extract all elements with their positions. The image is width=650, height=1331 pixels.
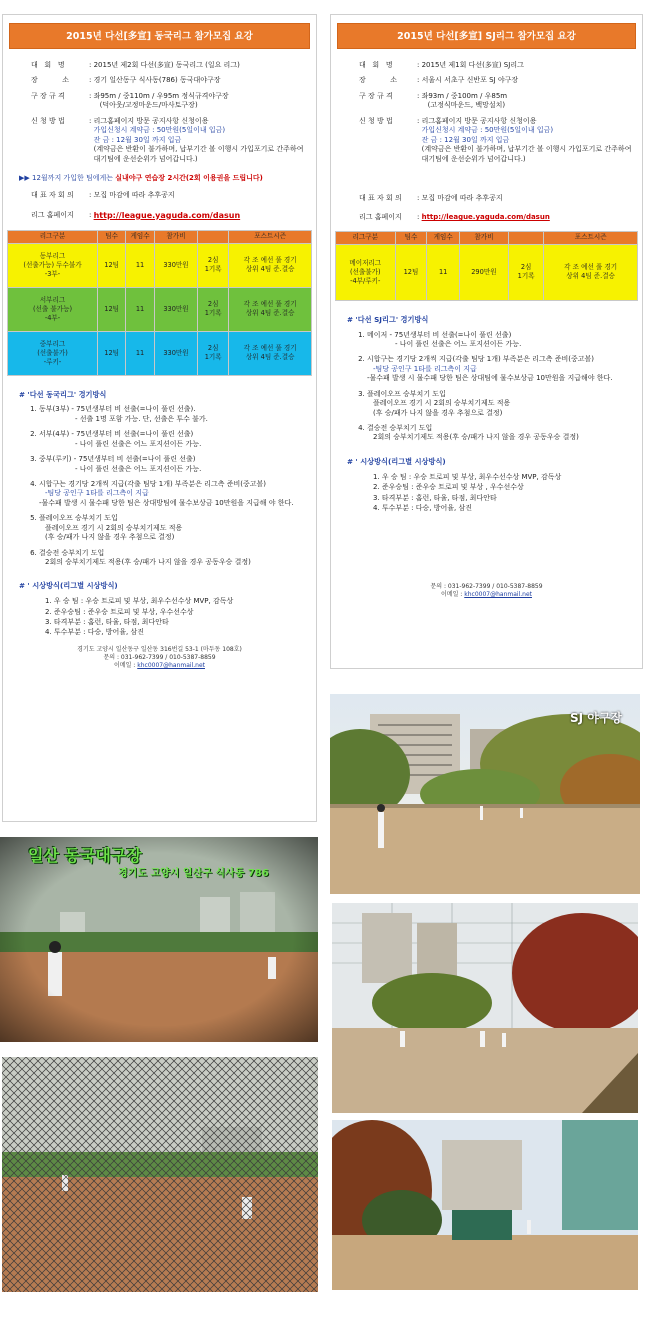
ilsan-field-photo xyxy=(0,837,318,1042)
league-table xyxy=(335,231,638,301)
list-item: 5. 플레이오프 승부치기 도입 플레이오프 경기 시 2회의 승부치기제도 적용 (후 승/패가 나지 않을 경우 추첨으로 결정) xyxy=(39,514,302,542)
list-item: 4. 투수부분 : 다승, 방어율, 삼진 xyxy=(373,503,472,512)
rules-title: # '다선 SJ리그' 경기방식 xyxy=(347,314,429,324)
list-item: 4. 시합구는 경기당 2개씩 지급(각출 팀당 1개) 부족분은 리그측 준비(중고볼) -팀당 공인구 1타를 리그측이 지급 -물수패 발생 시 물수패 당한 팀은 상대방팀에 물수보상금 10만원을 지급해 야 한다. xyxy=(39,480,302,508)
sj-field-photo-2 xyxy=(332,903,638,1113)
right-title: 2015년 다선[多宣] SJ리그 참가모집 요강 xyxy=(337,23,636,49)
awards-list xyxy=(45,597,316,638)
table-row: 중부리그 (선출불가) -루키- 12팀 11 330만원 2심 1기록 각 조 예선 풀 경기 상위 4팀 준.결승 xyxy=(8,331,312,375)
list-item: 1. 우 승 팀 : 우승 트로피 및 부상, 최우수선수상 MVP, 감독상 xyxy=(45,597,234,606)
info-row-name: 대 회 명 : 2015년 제1회 다선(多宣) SJ리그 xyxy=(359,61,524,69)
homepage-row: 리그 홈페이지 : http://league.yaguda.com/dasun xyxy=(31,211,306,222)
sj-field-photo-3 xyxy=(332,1120,638,1290)
table-row: 메이저리그 (선출불가) -4부/루키- 12팀 11 290만원 2심 1기록 각 조 예선 풀 경기 상위 4팀 준.결승 xyxy=(336,244,638,300)
email-link[interactable]: khc0007@hanmail.net xyxy=(137,662,205,670)
left-footer: 경기도 고양시 일산동구 일산동 316번길 53-1 (마두동 108호) 문의 : 031-962-7399 / 010-5387-8859 이메일 : khc0007@hanmail.net xyxy=(77,645,242,670)
ilsan-photo-subtitle: 경기도 고양시 일산구 식사동 786 xyxy=(118,868,269,879)
homepage-link[interactable]: http://league.yaguda.com/dasun xyxy=(421,213,550,222)
info-row-place: 장 소 : 경기 일산동구 식사동(786) 동국대야구장 xyxy=(31,76,221,85)
rules-list xyxy=(39,405,302,567)
list-item: 4. 투수부분 : 다승, 방어율, 삼진 xyxy=(45,628,144,637)
right-footer: 문의 : 031-962-7399 / 010-5387-8859 이메일 : khc0007@hanmail.net xyxy=(430,583,543,599)
double-arrow-icon: ▶▶ xyxy=(19,173,30,182)
sj-league-notice xyxy=(330,14,643,669)
ilsan-photo-title: 일산 동국대구장 xyxy=(28,846,142,865)
dongguk-league-notice xyxy=(2,14,317,822)
ilsan-field-photo-2 xyxy=(2,1057,318,1292)
rules-list xyxy=(367,331,628,443)
homepage-row: 리그 홈페이지 : http://league.yaguda.com/dasun xyxy=(359,213,632,222)
rules-title: # '다선 동국리그' 경기방식 xyxy=(19,389,107,399)
list-item: 1. 동부(3부) - 75년생부터 비 선출(=나이 풀린 선출). - 선출 1명 포함 가능. 단, 선출은 투수 불가. xyxy=(39,405,302,424)
info-row-apply: 신 청 방 법 : 리그홈페이지 방문 공지사항 신청이용 가입신청시 계약금 : 50만원(5일이내 입금) 잔 금 : 12월 30일 까지 입금 (계약금은 반환이 불가하며, 납부기간 볼 이행시 가입포기로 간주하여 대기팀에 운선순위가 넘어갑니다.) xyxy=(31,116,304,163)
list-item: 6. 결승전 승부치기 도입 2회의 승부치기제도 적용(후 승/패가 나지 않을 경우 공동우승 결정) xyxy=(39,549,302,568)
list-item: 3. 타격부분 : 홈런, 타율, 타점, 최다안타 xyxy=(45,618,169,627)
info-row-place: 장 소 : 서울시 서초구 신반포 SJ 야구장 xyxy=(359,76,519,85)
info-row-size: 구 장 규 격 : 좌95m / 중110m / 우95m 정식규격야구장 (덕아웃/고정마운드/마사토구장) xyxy=(31,91,229,110)
list-item: 3. 타격부분 : 홈런, 타율, 타점, 최다안타 xyxy=(373,493,497,502)
meeting-row: 대 표 자 회 의 : 모집 마감에 따라 추후공지 xyxy=(359,193,503,202)
info-row-size: 구 장 규 격 : 좌93m / 중100m / 우85m (고정식마운드, 백망설치) xyxy=(359,91,508,110)
list-item: 2. 시합구는 경기당 2개씩 지급(각출 팀당 1개) 부족분은 리그측 준비(중고볼) -팀당 공인구 1타를 리그측이 지급 -물수패 발생 시 물수패 당한 팀은 상대팀에 물수보상금 10만원을 지급해야 한다. xyxy=(367,355,628,383)
sj-field-label: SJ 야구장 xyxy=(569,711,622,725)
league-table xyxy=(7,230,312,376)
sj-field-photo xyxy=(330,694,640,894)
info-row-apply: 신 청 방 법 : 리그홈페이지 방문 공지사항 신청이용 가입신청시 계약금 : 50만원(5일이내 입금) 잔 금 : 12월 30일 까지 입금 (계약금은 반환이 불가하며, 납부기간 볼 이행시 가입포기로 간주하여 대기팀에 운선순위가 넘어갑니다.) xyxy=(359,116,632,163)
table-row: 서부리그 (선출 불가능) -4부- 12팀 11 330만원 2심 1기록 각 조 예선 풀 경기 상위 4팀 준.결승 xyxy=(8,287,312,331)
info-row-name: 대 회 명 : 2015년 제2회 다선(多宣) 동국리그 (일요 리그) xyxy=(31,61,240,69)
email-link[interactable]: khc0007@hanmail.net xyxy=(464,591,532,599)
list-item: 4. 결승전 승부치기 도입 2회의 승부치기제도 적용(후 승/패가 나지 않을 경우 공동우승 결정) xyxy=(367,424,628,443)
awards-title: # ' 시상방식(리그별 시상방식) xyxy=(347,456,446,466)
left-info xyxy=(3,61,316,164)
list-item: 3. 중부(루키) - 75년생부터 비 선출(=나이 풀린 선출) - 나이 풀린 선출은 어느 포지션이든 가능. xyxy=(39,455,302,474)
homepage-link[interactable]: http://league.yaguda.com/dasun xyxy=(93,210,241,220)
promo-line: ▶▶ 12월까지 가입한 팀에게는 실내야구 연습장 2시간(2회 이용권을 드립니다) xyxy=(19,173,263,182)
meeting-row: 대 표 자 회 의 : 모집 마감에 따라 추후공지 xyxy=(31,191,175,200)
table-header: 리그구분 팀수 게임수 참가비 포스트시즌 xyxy=(8,230,312,243)
list-item: 1. 우 승 팀 : 우승 트로피 및 부상, 최우수선수상 MVP, 감독상 xyxy=(373,472,562,481)
list-item: 2. 준우승팀 : 준우승 트로피 및 부상, 우수선수상 xyxy=(45,607,194,616)
left-title: 2015년 다선[多宣] 동국리그 참가모집 요강 xyxy=(9,23,310,49)
awards-list xyxy=(373,473,642,514)
right-info xyxy=(331,61,642,164)
list-item: 2. 준우승팀 : 준우승 트로피 및 부상 , 우수선수상 xyxy=(373,483,524,492)
table-header: 리그구분 팀수 게임수 참가비 포스트시즌 xyxy=(336,231,638,244)
list-item: 3. 플레이오프 승부치기 도입 플레이오프 경기 시 2회의 승부치기제도 적용 (후 승/패가 나지 않을 경우 추첨으로 결정) xyxy=(367,390,628,418)
list-item: 1. 메이저 - 75년생부터 비 선출(=나이 풀린 선출) - 나이 풀린 선출은 어느 포지션이든 가능. xyxy=(367,331,628,350)
awards-title: # ' 시상방식(리그별 시상방식) xyxy=(19,581,118,591)
table-row: 동부리그 (선출가능) 두수불가 -3부- 12팀 11 330만원 2심 1기록 각 조 예선 풀 경기 상위 4팀 준.결승 xyxy=(8,243,312,287)
list-item: 2. 서부(4부) - 75년생부터 비 선출(=나이 풀린 선출) - 나이 풀린 선출은 어느 포지션이든 가능. xyxy=(39,430,302,449)
